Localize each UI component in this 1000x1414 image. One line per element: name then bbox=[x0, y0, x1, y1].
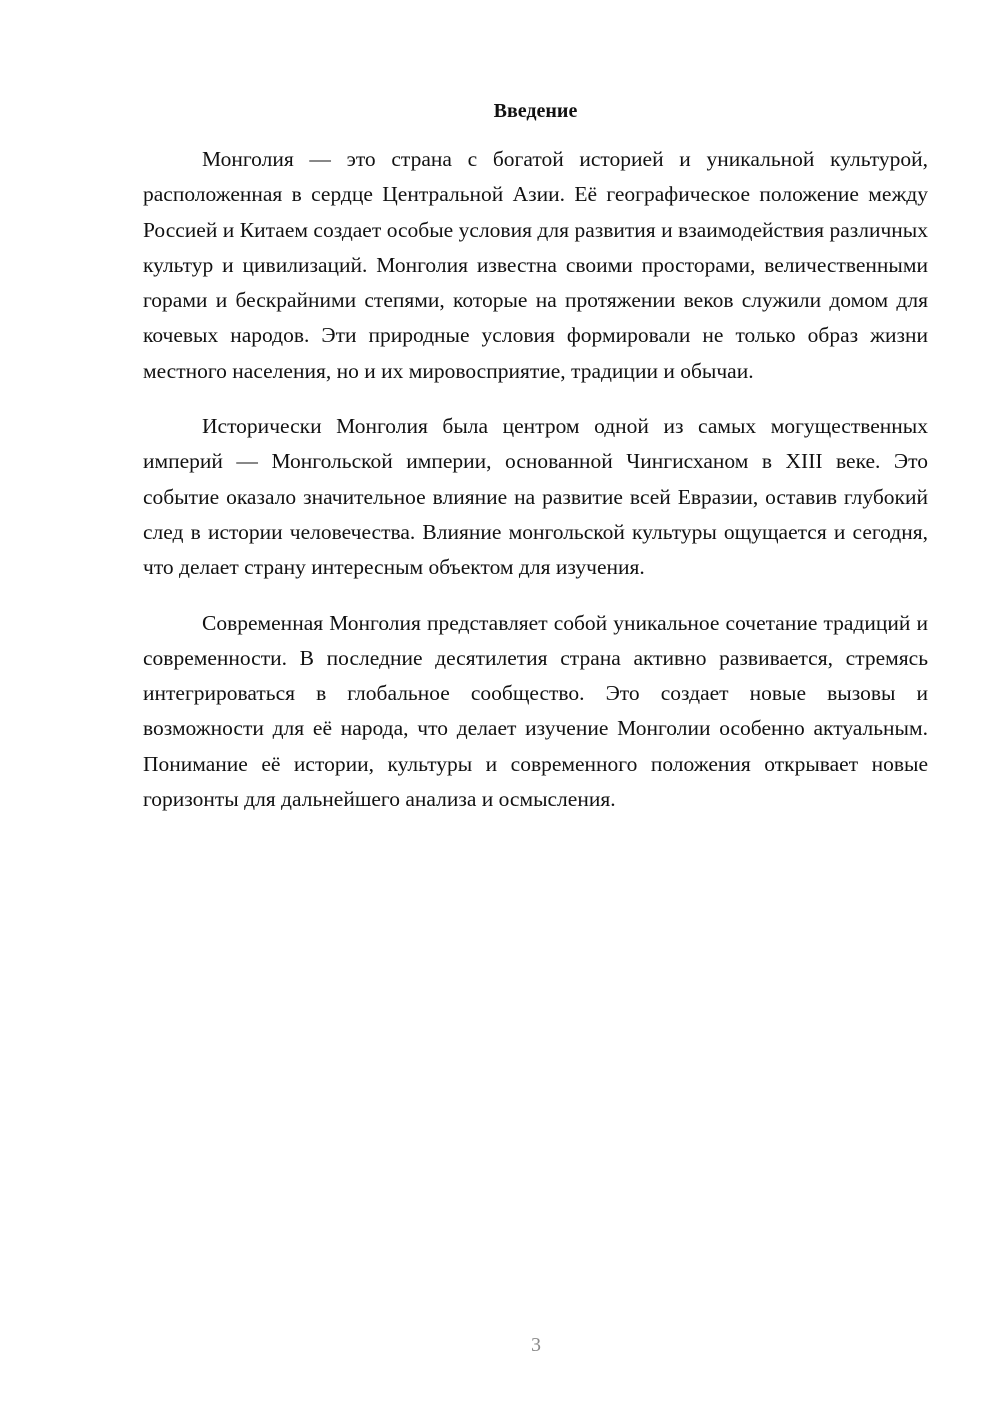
paragraph-1: Монголия — это страна с богатой историей и уникальной культурой, расположенная в сердце Центральной Азии. Её географическое положение между Россией и Китаем создает особые условия для развития и взаимодействия различных культур и цивилизаций. Монголия известна своими просторами, величественными горами и бескрайними степями, которые на протяжении веков служили домом для кочевых народов. Эти природные условия формировали не только образ жизни местного населения, но и их мировосприятие, традиции и обычаи. bbox=[143, 147, 928, 383]
paragraph-3: Современная Монголия представляет собой уникальное сочетание традиций и современности. В последние десятилетия страна активно развивается, стремясь интегрироваться в глобальное сообщество. Это создает новые вызовы и возможности для её народа, что делает изучение Монголии особенно актуальным. Понимание её истории, культуры и современного положения открывает новые горизонты для дальнейшего анализа и осмысления. bbox=[143, 610, 928, 812]
document-body bbox=[143, 142, 928, 837]
page-title: Введение bbox=[493, 100, 578, 122]
page-number: 3 bbox=[531, 1334, 541, 1356]
paragraph-2: Исторически Монголия была центром одной из самых могущественных империй — Монгольской империи, основанной Чингисханом в XIII веке. Это событие оказало значительное влияние на развитие всей Евразии, оставив глубокий след в истории человечества. Влияние монгольской культуры ощущается и сегодня, что делает страну интересным объектом для изучения. bbox=[143, 414, 928, 580]
